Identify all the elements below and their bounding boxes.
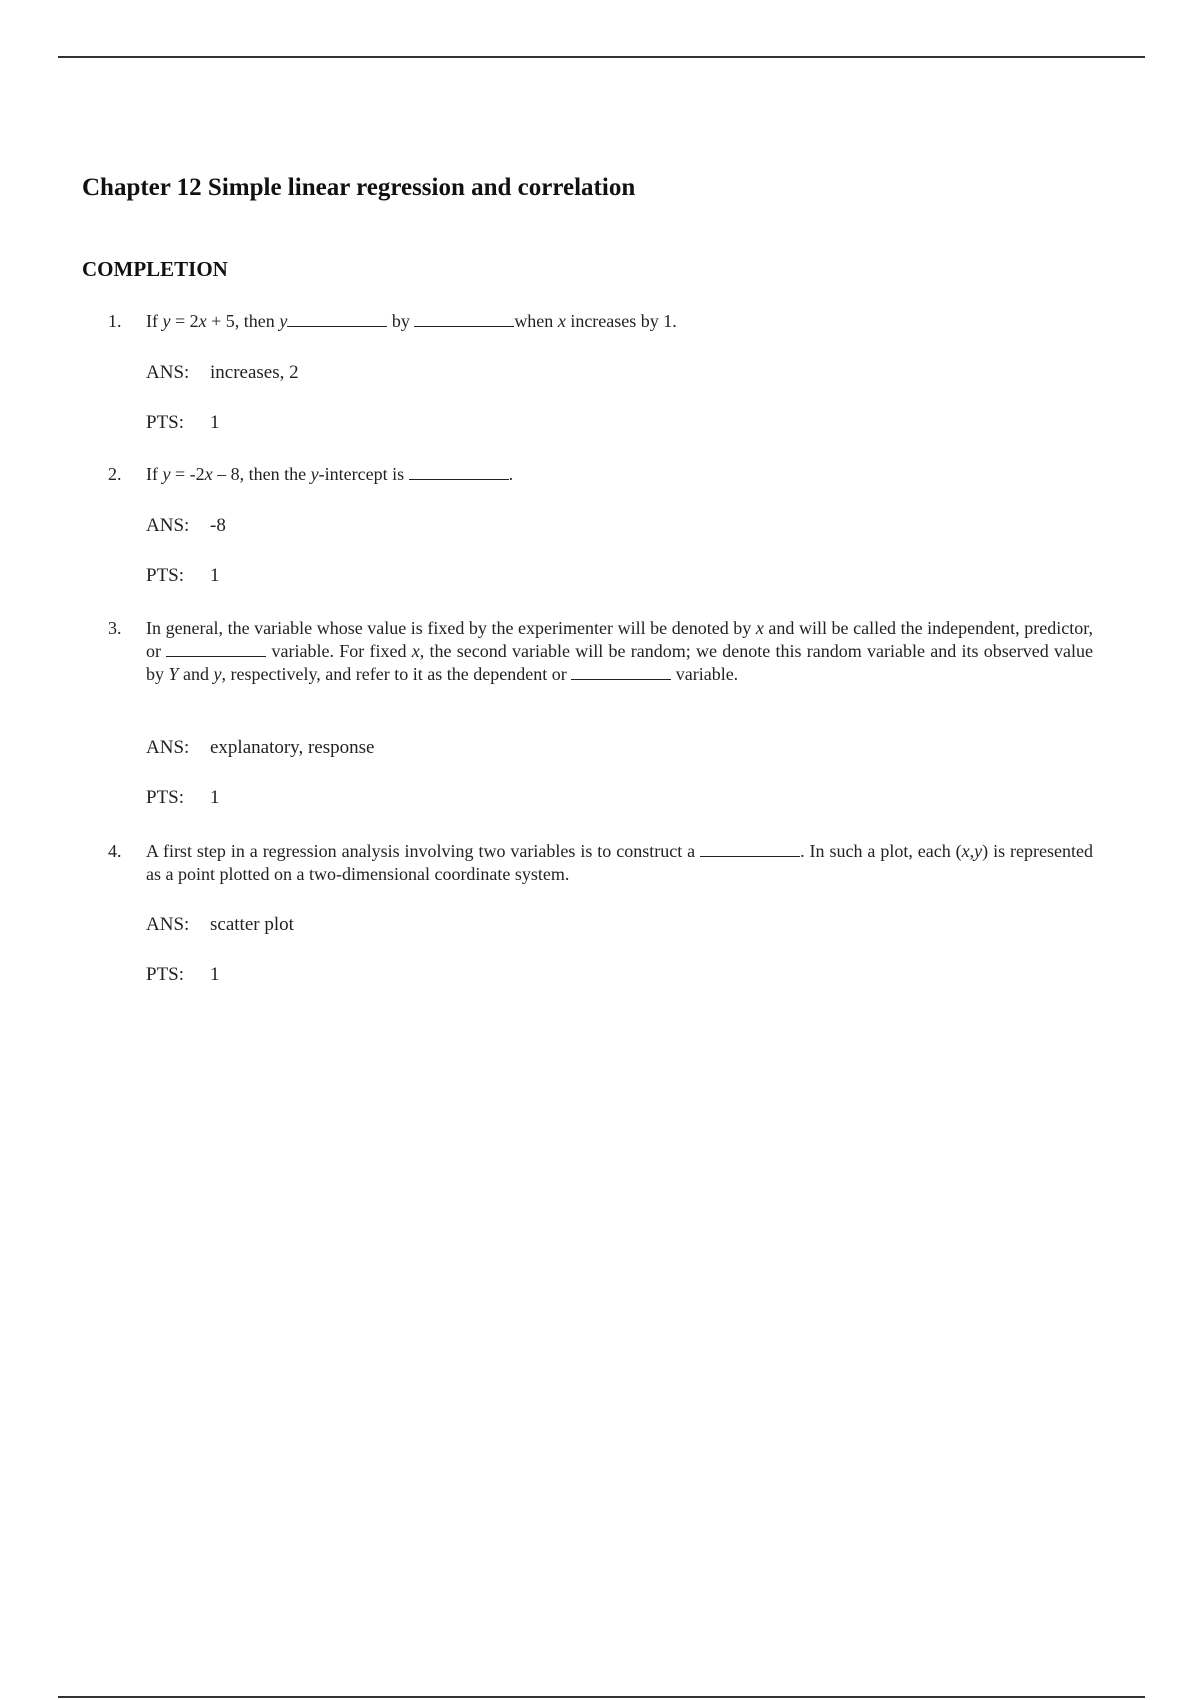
answer-blank[interactable] [166,640,266,657]
ans-label: ANS: [146,362,190,383]
answer-blank[interactable] [409,463,509,480]
points-line [146,964,220,986]
answer-value: explanatory, response [210,737,375,758]
points-value: 1 [210,565,220,586]
points-line [146,787,220,809]
ans-label: ANS: [146,737,190,758]
question-number: 3. [108,618,122,638]
question-4 [108,840,1093,886]
ans-label: ANS: [146,914,190,935]
question-text: In general, the variable whose value is fixed by the experimenter will be denoted by x and will be called the independent, predictor, or variable. For fixed x, the second variable will be random; we denote this random variable and its observed value by Y and y, respectively, and refer to it as the dependent or variable. [146,618,1094,684]
answer-line [146,914,294,936]
pts-label: PTS: [146,964,185,985]
answer-blank[interactable] [287,310,387,327]
pts-label: PTS: [146,412,185,433]
answer-line [146,362,299,384]
question-number: 4. [108,841,122,861]
answer-blank[interactable] [571,663,671,680]
points-line [146,565,220,587]
question-number: 1. [108,311,122,331]
answer-value: -8 [210,515,226,536]
question-text: If y = -2x – 8, then the y-intercept is . [146,464,514,484]
points-line [146,412,220,434]
points-value: 1 [210,964,220,985]
ans-label: ANS: [146,515,190,536]
question-text: A first step in a regression analysis involving two variables is to construct a . In such a plot, each (x,y) is represented as a point plotted on a two-dimensional coordinate system. [146,841,1094,884]
answer-line [146,737,374,759]
answer-value: scatter plot [210,914,294,935]
question-3 [108,617,1093,686]
pts-label: PTS: [146,565,185,586]
answer-value: increases, 2 [210,362,299,383]
points-value: 1 [210,412,220,433]
footer-rule [58,1696,1145,1698]
question-number: 2. [108,464,122,484]
question-text: If y = 2x + 5, then y by when x increases by 1. [146,311,677,331]
header-rule [58,56,1145,58]
answer-blank[interactable] [700,840,800,857]
question-2 [108,463,1093,486]
section-title: COMPLETION [82,257,228,281]
answer-line [146,515,226,537]
points-value: 1 [210,787,220,808]
answer-blank[interactable] [414,310,514,327]
question-1 [108,310,1093,333]
pts-label: PTS: [146,787,185,808]
chapter-title: Chapter 12 Simple linear regression and correlation [82,174,636,201]
